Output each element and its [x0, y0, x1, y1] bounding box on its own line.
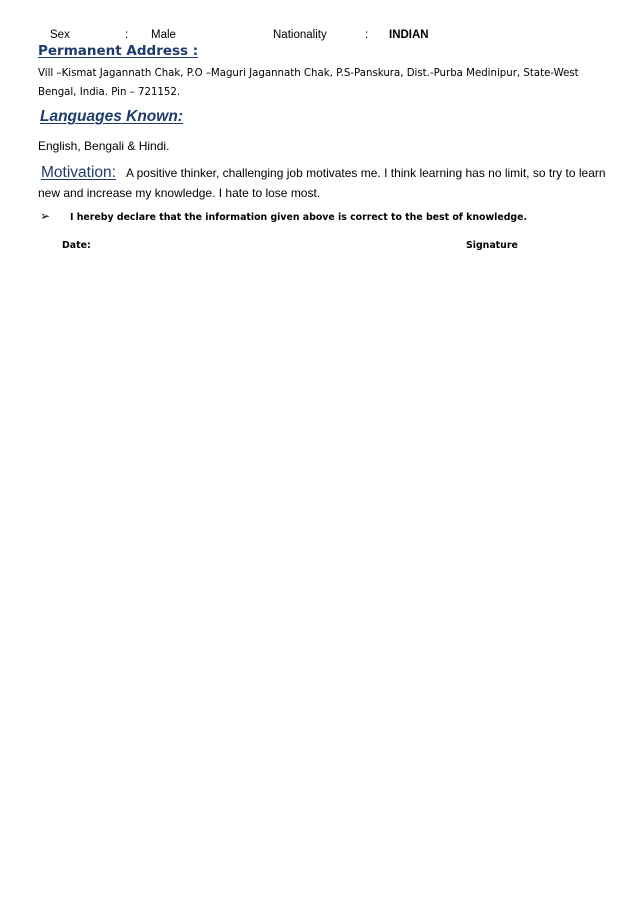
nationality-value: INDIAN: [389, 29, 429, 41]
arrow-bullet-icon: ➢: [40, 209, 51, 223]
sex-colon: :: [125, 29, 129, 41]
motivation-section: [38, 163, 608, 203]
permanent-address-heading: Permanent Address :: [38, 43, 199, 59]
languages-known-text: English, Bengali & Hindi.: [38, 139, 170, 153]
motivation-heading: Motivation:: [41, 164, 116, 181]
declaration-text: I hereby declare that the information given above is correct to the best of knowledge.: [70, 212, 528, 223]
permanent-address-text: Vill –Kismat Jagannath Chak, P.O –Maguri Jagannath Chak, P.S-Panskura, Dist.-Purba Medinipur, State-West Bengal, India. Pin – 721152.: [38, 68, 579, 98]
nationality-label: Nationality: [273, 29, 327, 41]
languages-known-heading: Languages Known:: [40, 108, 183, 125]
motivation-text: A positive thinker, challenging job motivates me. I think learning has no limit, so try to learn new and increase my knowledge. I hate to lose most.: [38, 166, 606, 200]
signature-label: Signature: [466, 240, 518, 251]
date-label: Date:: [62, 240, 91, 251]
sex-label: Sex: [50, 29, 70, 41]
nationality-colon: :: [365, 29, 369, 41]
sex-value: Male: [151, 29, 176, 41]
